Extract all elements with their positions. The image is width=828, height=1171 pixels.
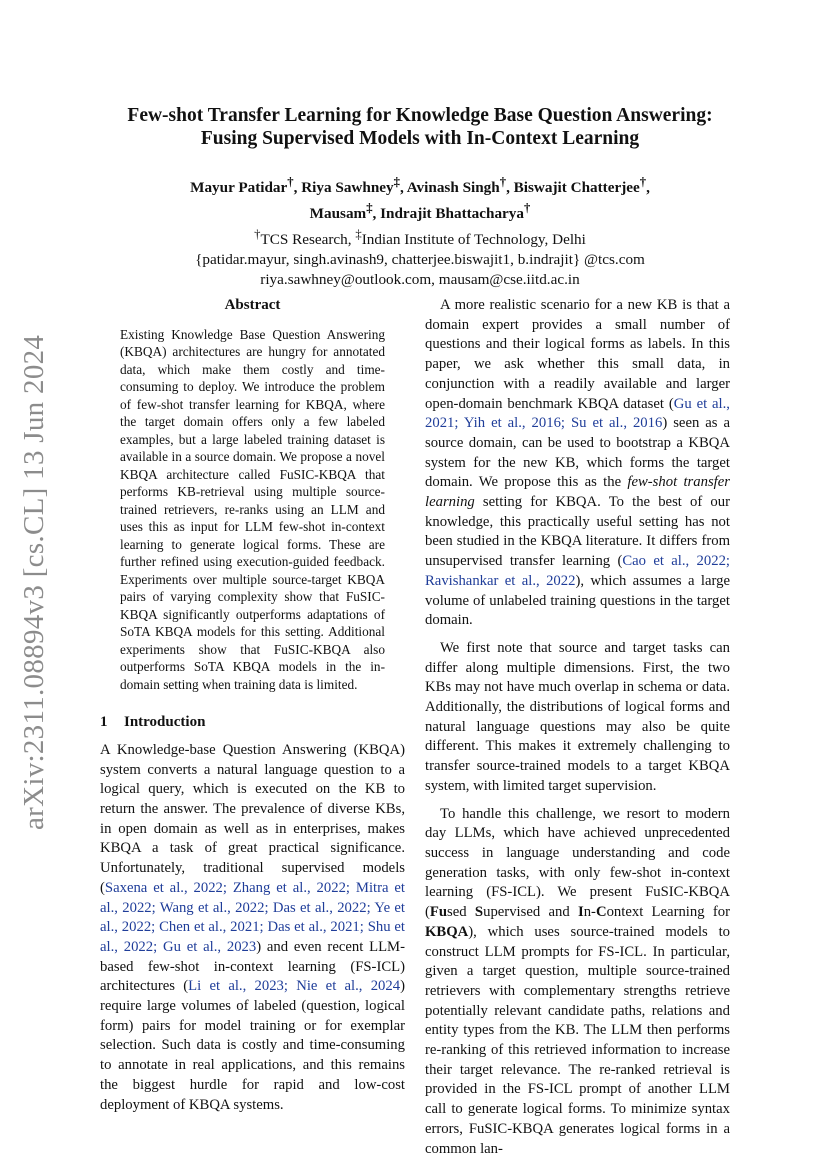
paper-title	[100, 104, 740, 150]
author-name: Avinash Singh	[406, 179, 500, 197]
paragraph-text: To handle this challenge, we resort to modern day LLMs, which have achieved unprecedented success in language understanding and code generation tasks, with only few-shot in-context learning (FS-ICL). We present FuSIC-KBQA (	[425, 805, 730, 921]
citation-link[interactable]: Cao et al., 2022; Ravishankar et al., 2022	[425, 553, 730, 589]
title-line-1: Few-shot Transfer Learning for Knowledge Base Question Answering:	[127, 105, 713, 126]
paper-header	[100, 104, 740, 290]
acronym-letter: S	[474, 904, 484, 921]
email-line-1: {patidar.mayur, singh.avinash9, chatterjee.biswajit1, b.indrajit} @tcs.com	[195, 251, 645, 269]
right-column	[425, 296, 730, 1167]
paragraph-text: A more realistic scenario for a new KB is that a domain expert provides a small number of questions and their logical forms as labels. In this paper, we ask whether this small data, in conjunction with a readily available and larger open-domain benchmark KBQA dataset (	[425, 297, 730, 412]
author-name: Biswajit Chatterjee	[513, 179, 640, 197]
citation-link[interactable]: Saxena et al., 2022; Zhang et al., 2022; Mitra et al., 2022; Wang et al., 2022; Das et al., 2022; Ye et al., 2022; Chen et al., 2021; Das et al., 2021; Shu et al., 2022; Gu et al., 2023	[100, 879, 405, 955]
title-line-2: Fusing Supervised Models with In-Context Learning	[200, 128, 640, 149]
intro-paragraph-4	[425, 805, 730, 1160]
emphasis-text: few-shot transfer learning	[425, 474, 730, 511]
paragraph-text: sed	[447, 904, 475, 921]
intro-paragraph-1	[100, 741, 405, 1115]
author-name: Mausam	[309, 205, 367, 223]
citation-link[interactable]: Gu et al., 2021; Yih et al., 2016; Su et al., 2016	[425, 395, 730, 432]
acronym-letter: Fu	[429, 904, 448, 921]
paragraph-text: ) seen as a source domain, can be used to bootstrap a KBQA system for the new KB, which forms the target domain. We propose this as the	[425, 415, 731, 491]
paragraph-text: n-	[583, 904, 596, 921]
abstract-text: Existing Knowledge Base Question Answering (KBQA) architectures are hungry for annotated data, which make them costly and time-consuming to deploy. We introduce the problem of few-shot transfer learning for KBQA, where the target domain offers only a few labeled examples, but a large labeled training dataset is available in a source domain. We propose a novel KBQA architecture called FuSIC-KBQA that performs KB-retrieval using multiple source-trained retrievers, re-ranks using an LLM and uses this as input for LLM few-shot in-context learning to generate logical forms. These are further refined using execution-guided feedback. Experiments over multiple source-target KBQA pairs of varying complexity show that FuSIC-KBQA significantly outperforms adaptations of SoTA KBQA models for this setting. Additional experiments show that FuSIC-KBQA also outperforms SoTA KBQA models in the in-domain setting when training data is limited.	[120, 326, 385, 692]
paragraph-text: ) and even recent LLM-based few-shot in-context learning (FS-ICL) architectures (	[100, 938, 405, 995]
left-column	[100, 296, 405, 1123]
paragraph-text: A Knowledge-base Question Answering (KBQA) system converts a natural language question to a logical query, which is executed on the KB to return the answer. The prevalence of diverse KBs, in open domain as well as in enterprises, makes KBQA a task of great practical significance. Unfortunately, traditional supervised models (	[100, 741, 405, 896]
affiliations: †TCS Research, ‡Indian Institute of Technology, Delhi {patidar.mayur, singh.avinash9, chatterjee.biswajit1, b.indrajit} @tcs.com riya.sawhney@outlook.com, mausam@cse.iitd.ac.in	[195, 227, 645, 289]
paragraph-text: upervised and	[483, 904, 578, 921]
intro-paragraph-3: We first note that source and target tasks can differ along multiple dimensions. First, the two KBs may not have much overlap in schema or data. Additionally, the distributions of logical forms and natural language questions may also be quite different. This makes it extremely challenging to transfer source-trained models to a target KBQA system, with limited target supervision.	[425, 639, 730, 794]
citation-link[interactable]: Li et al., 2023; Nie et al., 2024	[188, 978, 401, 995]
section-heading-introduction	[100, 713, 405, 733]
author-name: Mayur Patidar	[190, 179, 288, 197]
arxiv-identifier: arXiv:2311.08894v3 [cs.CL] 13 Jun 2024	[18, 334, 50, 830]
paragraph-text: ontext Learning for	[606, 904, 730, 921]
paragraph-text: ), which assumes a large volume of unlabeled training questions in the target domain.	[425, 572, 730, 629]
abstract-heading: Abstract	[224, 297, 281, 313]
affiliation-tcs: TCS Research,	[260, 231, 352, 249]
section-number: 1	[100, 714, 108, 731]
author-list: Mayur Patidar†, Riya Sawhney‡, Avinash Singh†, Biswajit Chatterjee†, Mausam‡, Indrajit Bhattacharya†	[190, 175, 650, 223]
section-title: Introduction	[124, 714, 206, 731]
author-name: Riya Sawhney	[301, 179, 394, 197]
affiliation-iit: Indian Institute of Technology, Delhi	[361, 231, 586, 249]
email-line-2: riya.sawhney@outlook.com, mausam@cse.iitd.ac.in	[260, 271, 580, 289]
paragraph-text: ), which uses source-trained models to construct LLM prompts for FS-ICL. In particular, given a target question, multiple source-trained retrievers with complementary strengths retrieve potentially relevant candidate paths, relations and entity types from the KB. The LLM then performs re-ranking of this retrieved information to increase their target relevance. The re-ranked retrieval is provided in the FS-ICL prompt of another LLM call to generate logical forms. To minimize syntax errors, FuSIC-KBQA generates logical forms in a common lan-	[425, 923, 730, 1157]
paragraph-text: setting for KBQA. To the best of our knowledge, this practically useful setting has not been studied in the KBQA literature. It differs from unsupervised transfer learning (	[425, 494, 730, 570]
acronym-letter: KBQA	[425, 923, 469, 940]
paragraph-text: ) require large volumes of labeled (question, logical form) pairs for model training or for exemplar selection. Such data is costly and time-consuming to annotate in real applications, and this remains the biggest hurdle for rapid and low-cost deployment of KBQA systems.	[100, 978, 405, 1113]
author-name: Indrajit Bhattacharya	[380, 205, 524, 223]
acronym-letter: I	[577, 904, 584, 921]
intro-paragraph-2	[425, 296, 730, 631]
acronym-letter: C	[595, 904, 607, 921]
